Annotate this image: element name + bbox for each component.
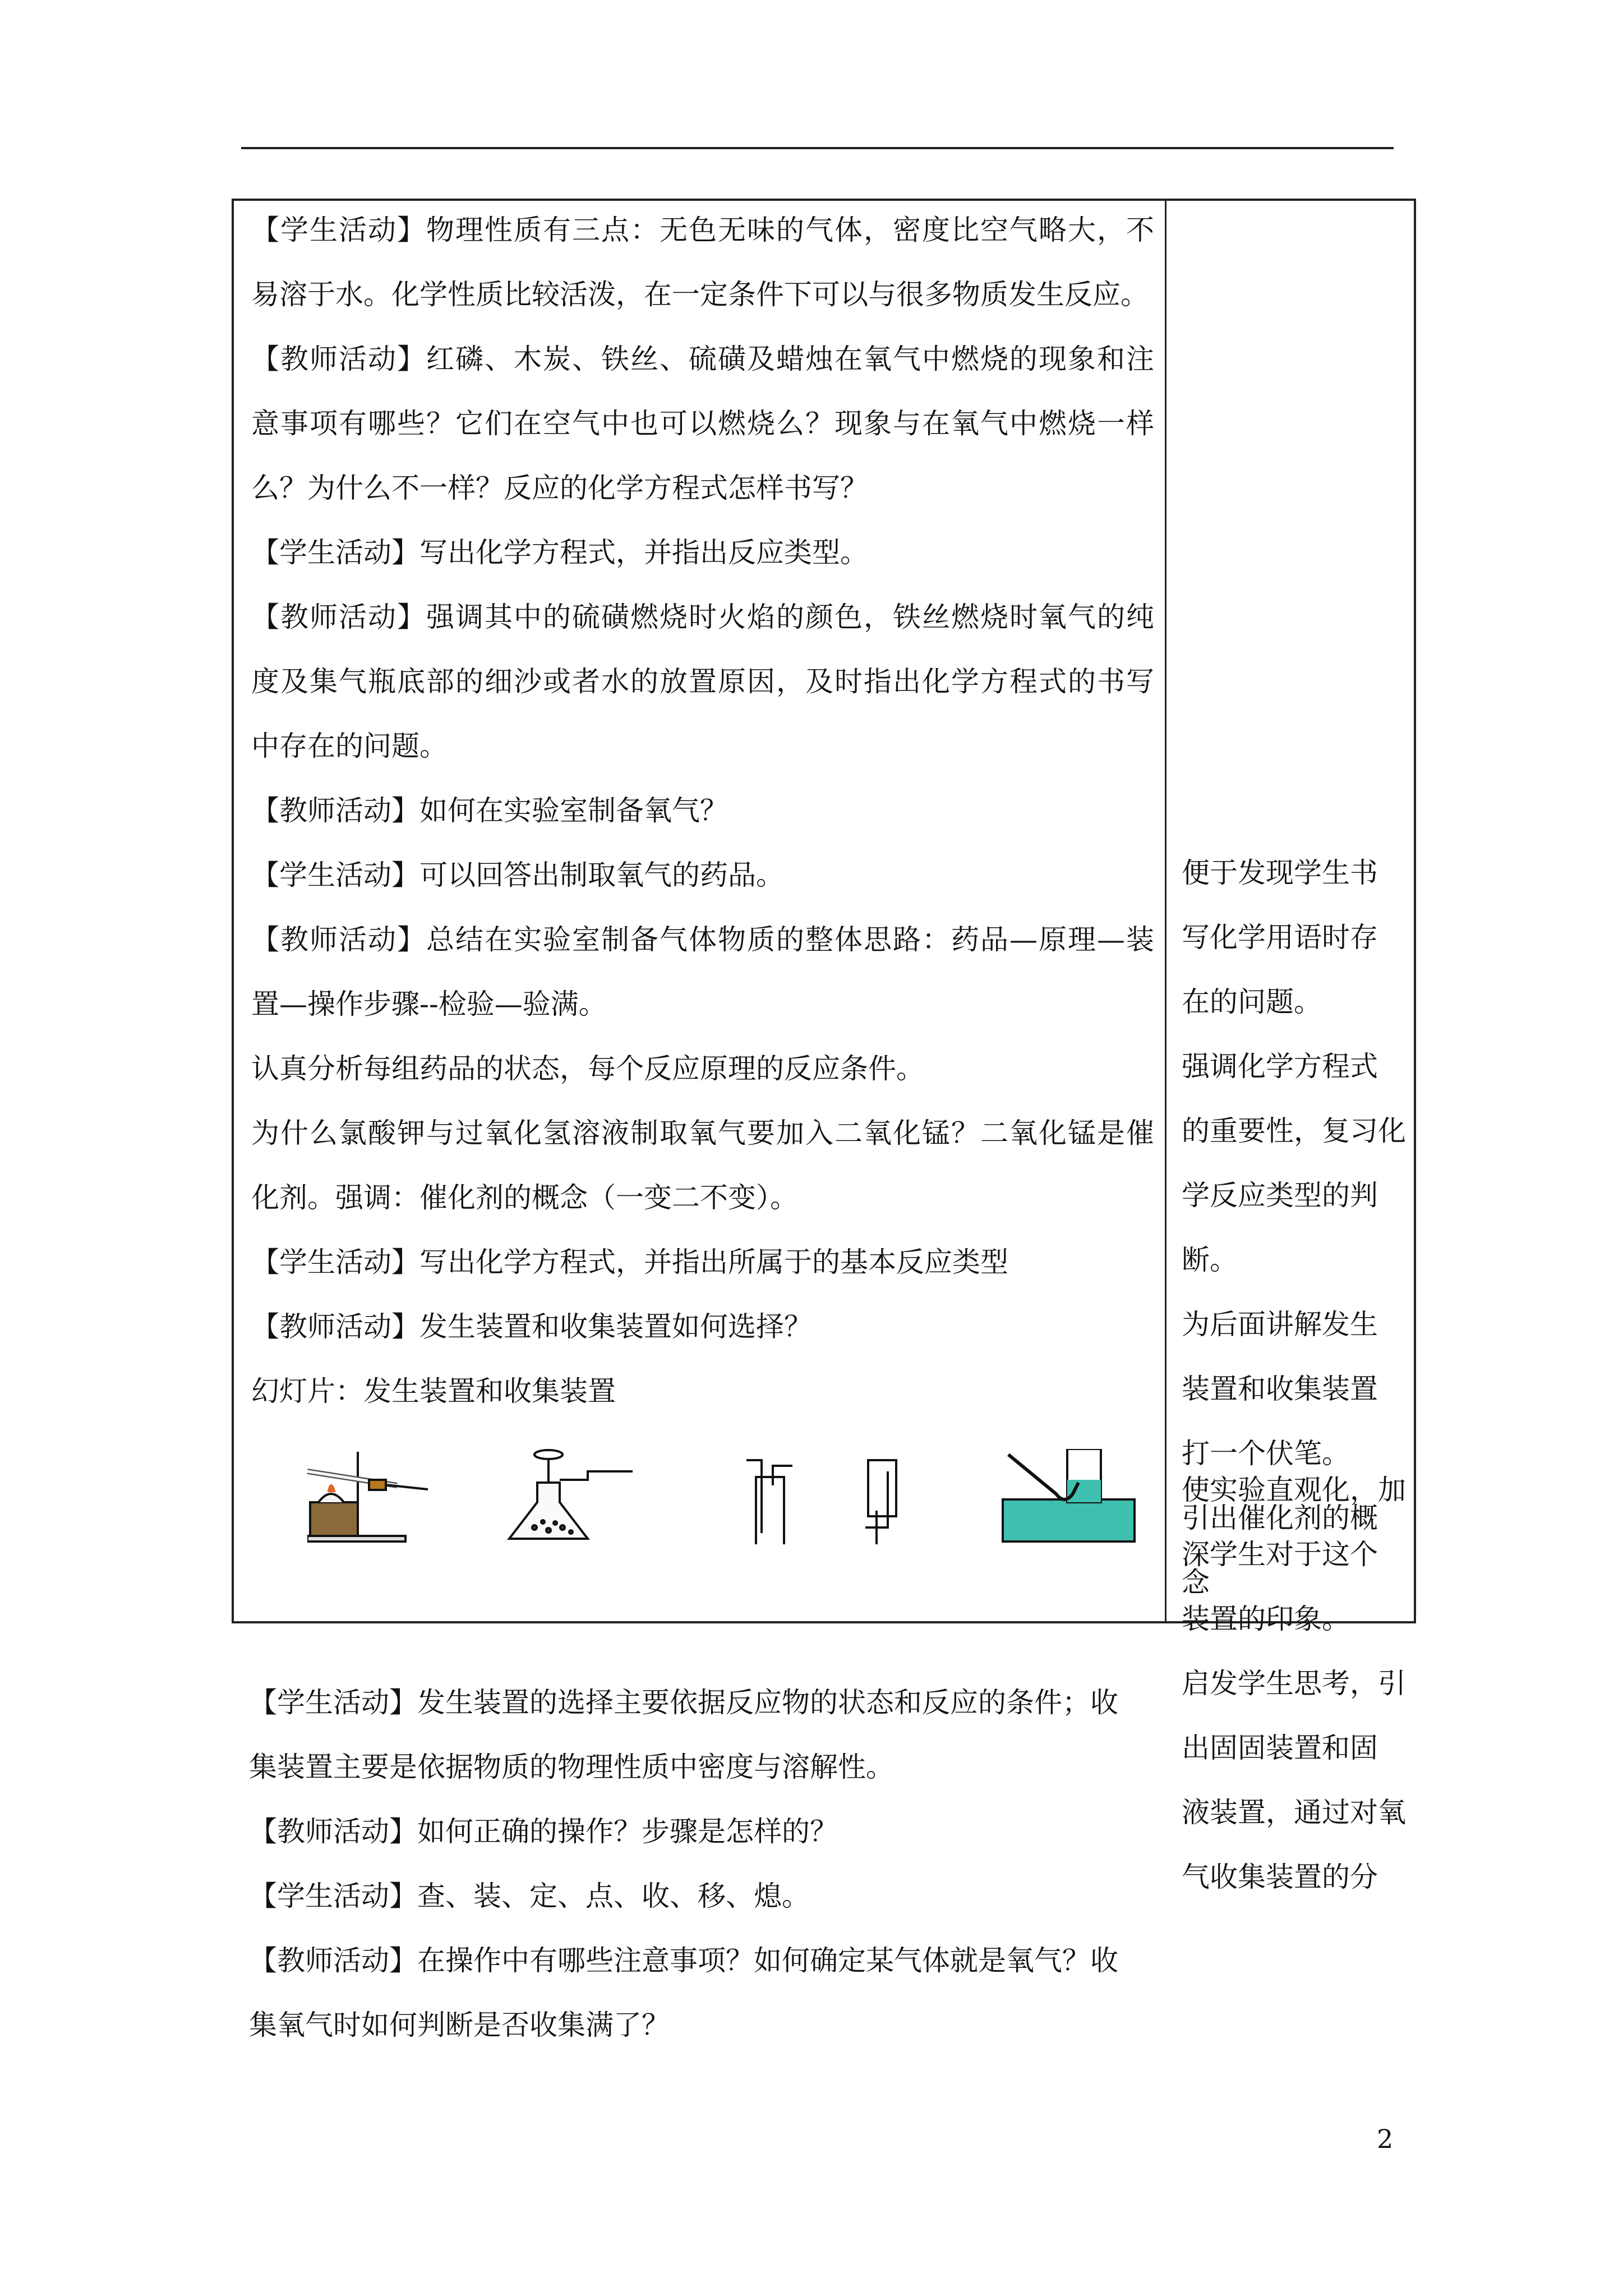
text-line: 【学生活动】写出化学方程式，并指出反应类型。 <box>251 536 868 569</box>
side-text-line: 念 <box>1182 1566 1210 1599</box>
text-line: 【教师活动】强调其中的硫磺燃烧时火焰的颜色，铁丝燃烧时氧气的纯 <box>251 601 1154 633</box>
text-line: 认真分析每组药品的状态，每个反应原理的反应条件。 <box>251 1052 924 1085</box>
gas-bottle-with-two-tubes <box>746 1460 792 1544</box>
side-text-line: 使实验直观化，加 <box>1182 1474 1406 1506</box>
side-text-line: 液装置，通过对氧 <box>1182 1796 1406 1829</box>
text-line: 幻灯片：发生装置和收集装置 <box>251 1375 616 1407</box>
side-text-line: 为后面讲解发生 <box>1182 1308 1378 1341</box>
text-line: 易溶于水。化学性质比较活泼，在一定条件下可以与很多物质发生反应。 <box>251 278 1149 311</box>
flask-with-funnel-apparatus <box>509 1450 633 1539</box>
column-divider <box>1165 201 1166 1621</box>
text-line: 集氧气时如何判断是否收集满了？ <box>249 2009 670 2041</box>
text-line: 【教师活动】如何正确的操作？步骤是怎样的？ <box>249 1815 838 1848</box>
text-line: 【学生活动】查、装、定、点、收、移、熄。 <box>249 1880 810 1912</box>
side-text-line: 启发学生思考，引 <box>1182 1667 1406 1700</box>
flame-heated-tube-apparatus <box>307 1452 428 1542</box>
side-text-line: 气收集装置的分 <box>1182 1861 1378 1893</box>
water-trough-collection <box>1003 1449 1135 1542</box>
text-line: 么？为什么不一样？反应的化学方程式怎样书写？ <box>251 472 868 504</box>
text-line: 置—操作步骤--检验—验满。 <box>251 988 607 1020</box>
text-line: 【学生活动】物理性质有三点：无色无味的气体，密度比空气略大，不 <box>251 214 1154 246</box>
text-line: 【教师活动】总结在实验室制备气体物质的整体思路：药品—原理—装 <box>251 923 1154 956</box>
apparatus-figure <box>307 1449 1137 1544</box>
header-rule <box>241 147 1394 149</box>
side-text-line: 断。 <box>1182 1244 1238 1276</box>
text-line: 为什么氯酸钾与过氧化氢溶液制取氧气要加入二氧化锰？二氧化锰是催 <box>251 1117 1154 1149</box>
text-line: 【教师活动】如何在实验室制备氧气？ <box>251 794 728 827</box>
side-text-line: 装置和收集装置 <box>1182 1373 1378 1405</box>
side-text-line: 引出催化剂的概 <box>1182 1502 1378 1534</box>
side-text-line: 深学生对于这个 <box>1182 1538 1378 1571</box>
design-intent-column <box>1182 199 1406 1599</box>
text-line: 意事项有哪些？它们在空气中也可以燃烧么？现象与在氧气中燃烧一样 <box>251 407 1154 440</box>
text-line: 集装置主要是依据物质的物理性质中密度与溶解性。 <box>249 1751 894 1783</box>
design-intent-lower <box>1182 1473 1406 2146</box>
text-line: 中存在的问题。 <box>251 730 448 762</box>
side-text-line: 在的问题。 <box>1182 986 1322 1018</box>
text-line: 【学生活动】发生装置的选择主要依据反应物的状态和反应的条件；收 <box>249 1686 1118 1719</box>
text-line: 度及集气瓶底部的细沙或者水的放置原因，及时指出化学方程式的书写 <box>251 665 1154 698</box>
side-text-line: 的重要性，复习化 <box>1182 1115 1406 1147</box>
side-text-line: 学反应类型的判 <box>1182 1179 1378 1212</box>
text-line: 化剂。强调：催化剂的概念（一变二不变）。 <box>251 1181 798 1214</box>
text-line: 【学生活动】写出化学方程式，并指出所属于的基本反应类型 <box>251 1246 1008 1278</box>
text-line: 【教师活动】发生装置和收集装置如何选择？ <box>251 1310 812 1343</box>
gas-bottle-inverted <box>865 1460 896 1544</box>
side-text-line: 便于发现学生书 <box>1182 857 1378 889</box>
side-text-line: 写化学用语时存 <box>1182 921 1378 954</box>
side-text-line: 出固固装置和固 <box>1182 1732 1378 1764</box>
side-text-line: 打一个伏笔。 <box>1182 1437 1350 1470</box>
side-text-line: 强调化学方程式 <box>1182 1050 1378 1083</box>
teaching-process-lower <box>249 1669 1152 2174</box>
text-line: 【教师活动】红磷、木炭、铁丝、硫磺及蜡烛在氧气中燃烧的现象和注 <box>251 343 1154 375</box>
text-line: 【教师活动】在操作中有哪些注意事项？如何确定某气体就是氧气？收 <box>249 1944 1118 1977</box>
page-number: 2 <box>1377 2124 1394 2154</box>
text-line: 【学生活动】可以回答出制取氧气的药品。 <box>251 859 784 891</box>
side-text-line: 装置的印象。 <box>1182 1603 1350 1635</box>
